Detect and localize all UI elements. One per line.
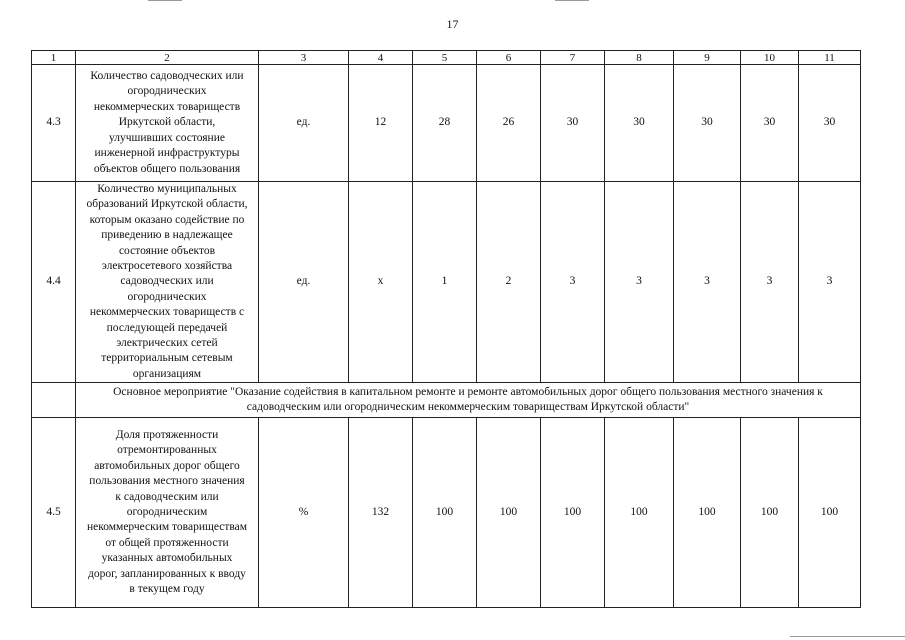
description-line: электросетевого хозяйства: [101, 260, 233, 273]
column-header: 10: [741, 51, 799, 65]
description-line: Количество садоводческих или: [90, 70, 244, 83]
value-cell: 30: [605, 65, 674, 182]
description-line: приведению в надлежащее: [101, 229, 233, 242]
main-activity-text: Основное мероприятие "Оказание содействия в капитальном ремонте и ремонте автомобильных дорог общего пользования местного значения к садоводческим или огородническим некоммерческим товариществам Иркутской области": [76, 383, 861, 418]
description-line: Количество муниципальных: [97, 183, 237, 195]
row-number: 4.5: [32, 418, 76, 608]
description-line: образований Иркутской области,: [86, 198, 248, 211]
value-cell: 3: [741, 182, 799, 383]
empty-number-cell: [32, 383, 76, 418]
row-number: 4.4: [32, 182, 76, 383]
description-line: отремонтированных: [117, 444, 217, 457]
description-line: от общей протяженности: [105, 536, 229, 549]
description-line: улучшивших состояние: [109, 131, 225, 144]
value-cell: 132: [349, 418, 413, 608]
description-line: пользования местного значения: [89, 475, 245, 488]
column-header: 11: [799, 51, 861, 65]
description-line: огородническим: [126, 506, 208, 519]
description-line: последующей передачей: [106, 321, 228, 334]
unit-cell: %: [259, 418, 349, 608]
value-cell: 30: [541, 65, 605, 182]
description-line: организациям: [132, 367, 202, 380]
description-line: к садоводческим или: [115, 490, 219, 503]
description-line: садоводческих или: [120, 275, 214, 288]
value-cell: 100: [605, 418, 674, 608]
description-line: некоммерческим товариществам: [86, 521, 248, 534]
column-header: 4: [349, 51, 413, 65]
indicator-description: [76, 182, 259, 383]
description-line: в текущем году: [129, 583, 205, 596]
value-cell: 3: [674, 182, 741, 383]
value-cell: 3: [605, 182, 674, 383]
column-header: 2: [76, 51, 259, 65]
unit-cell: ед.: [259, 182, 349, 383]
page-number: 17: [446, 17, 459, 31]
value-cell: 100: [741, 418, 799, 608]
value-cell: 30: [741, 65, 799, 182]
column-header: 8: [605, 51, 674, 65]
table-row: [32, 182, 861, 383]
description-line: некоммерческих товариществ: [93, 100, 241, 113]
description-line: Доля протяженности: [115, 429, 219, 442]
value-cell: 30: [799, 65, 861, 182]
unit-cell: ед.: [259, 65, 349, 182]
description-line: которым оказано содействие по: [89, 213, 245, 226]
description-line: территориальным сетевым: [101, 352, 233, 365]
description-line: огороднических: [127, 290, 207, 303]
table-row: [32, 418, 861, 608]
value-cell: 100: [477, 418, 541, 608]
scan-artifact-line: [148, 0, 182, 1]
indicator-description: [76, 65, 259, 182]
column-header: 1: [32, 51, 76, 65]
value-cell: 28: [413, 65, 477, 182]
value-cell: 26: [477, 65, 541, 182]
main-activity-row: [32, 383, 861, 418]
value-cell: 100: [799, 418, 861, 608]
column-header: 5: [413, 51, 477, 65]
description-line: некоммерческих товариществ с: [89, 306, 245, 319]
value-cell: х: [349, 182, 413, 383]
column-header: 7: [541, 51, 605, 65]
description-line: объектов общего пользования: [93, 162, 241, 175]
column-header: 9: [674, 51, 741, 65]
description-line: указанных автомобильных: [101, 552, 233, 565]
value-cell: 30: [674, 65, 741, 182]
value-cell: 12: [349, 65, 413, 182]
description-line: электрических сетей: [116, 337, 218, 350]
value-cell: 100: [541, 418, 605, 608]
description-line: дорог, запланированных к вводу: [88, 567, 246, 580]
column-header: 6: [477, 51, 541, 65]
description-line: инженерной инфраструктуры: [94, 147, 240, 160]
description-line: автомобильных дорог общего: [94, 459, 240, 472]
value-cell: 3: [541, 182, 605, 383]
description-line: состояние объектов: [118, 244, 216, 257]
value-cell: 1: [413, 182, 477, 383]
value-cell: 3: [799, 182, 861, 383]
description-line: огороднических: [127, 85, 207, 98]
column-number-row: [32, 51, 861, 65]
value-cell: 2: [477, 182, 541, 383]
table-row: [32, 65, 861, 182]
indicator-description: [76, 418, 259, 608]
indicators-table: [31, 50, 861, 608]
value-cell: 100: [413, 418, 477, 608]
value-cell: 100: [674, 418, 741, 608]
column-header: 3: [259, 51, 349, 65]
scan-artifact-line: [790, 636, 905, 637]
row-number: 4.3: [32, 65, 76, 182]
scan-artifact-line: [555, 0, 589, 1]
description-line: Иркутской области,: [118, 116, 216, 129]
